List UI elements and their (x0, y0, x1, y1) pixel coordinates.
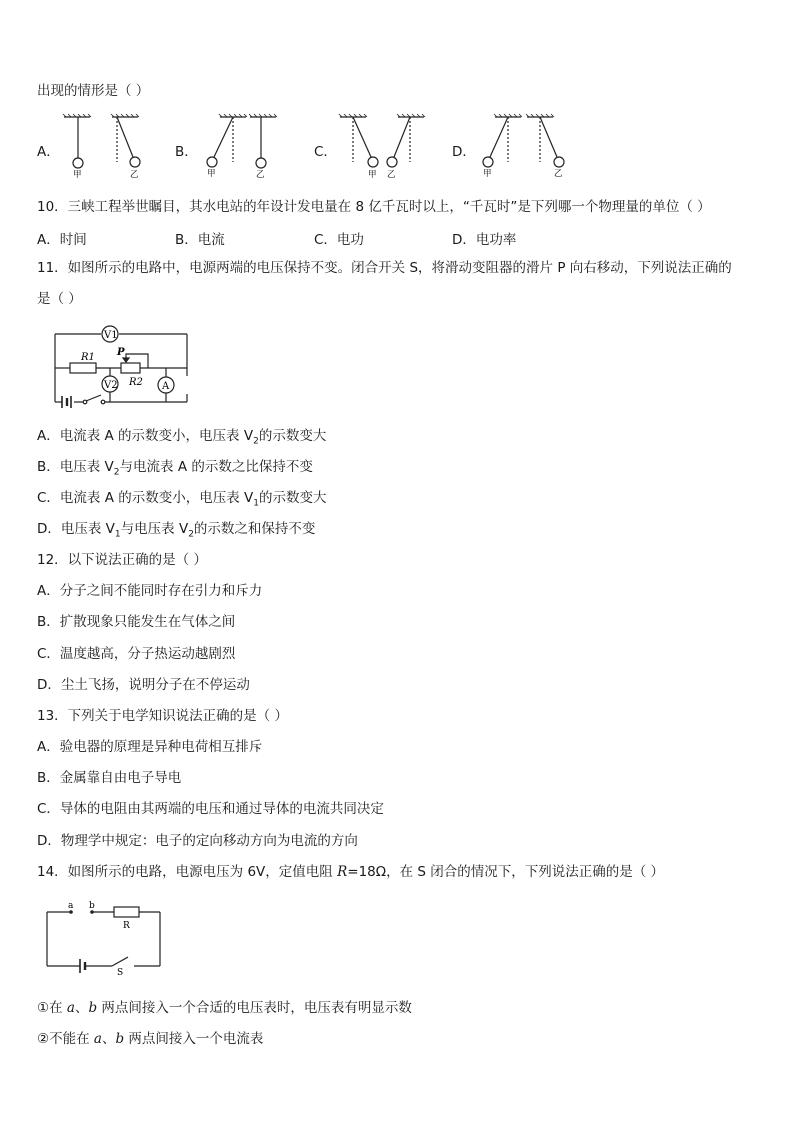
q13-option-b: B．金属靠自由电子导电 (37, 770, 182, 786)
q9-option-c-label: C． (314, 144, 337, 160)
point-a-label: a (68, 901, 74, 911)
pendulum-label-yi: 乙 (130, 170, 139, 180)
q10-option-b: B．电流 (175, 232, 225, 248)
r1-label: R1 (81, 352, 95, 363)
q10-option-a: A．时间 (37, 232, 87, 248)
q12-option-c: C．温度越高，分子热运动越剧烈 (37, 646, 236, 662)
pendulum-label-jia: 甲 (73, 170, 82, 180)
pendulum-label-yi: 乙 (554, 169, 563, 179)
q14-stem: 14．如图所示的电路，电源电压为 6V，定值电阻 R=18Ω，在 S 闭合的情况下，下列说法正确的是（ ） (37, 864, 665, 880)
q11-option-b: B．电压表 $V_2$与电流表 A 的示数之比保持不变 (37, 459, 313, 478)
q11-stem-line2: 是（ ） (37, 291, 82, 307)
q11-option-a: A．电流表 A 的示数变小，电压表 $V_2$的示数变大 (37, 428, 327, 447)
q13-option-a: A．验电器的原理是异种电荷相互排斥 (37, 739, 263, 755)
point-b-label: b (89, 901, 95, 911)
pendulum-label-jia: 甲 (368, 170, 377, 180)
q9-option-d-label: D． (452, 144, 476, 160)
q11-circuit-diagram (45, 322, 195, 414)
slider-p-label: P (117, 347, 125, 358)
q11-option-c: C．电流表 A 的示数变小，电压表 $V_1$的示数变大 (37, 490, 327, 509)
q10-option-c: C．电功 (314, 232, 364, 248)
pendulum-label-yi: 乙 (256, 170, 265, 180)
q10-options (37, 228, 637, 246)
q14-statement-2: ②不能在 a、b 两点间接入一个电流表 (37, 1031, 264, 1047)
pendulum-label-jia: 甲 (483, 169, 492, 179)
q12-option-a: A．分子之间不能同时存在引力和斥力 (37, 583, 263, 599)
r2-label: R2 (129, 377, 143, 388)
q14-statement-1: ①在 a、b 两点间接入一个合适的电压表时，电压表有明显示数 (37, 1000, 412, 1016)
q11-stem-line1: 11．如图所示的电路中，电源两端的电压保持不变。闭合开关 S，将滑动变阻器的滑片 P 向右移动，下列说法正确的 (37, 260, 732, 276)
q12-option-d: D．尘土飞扬，说明分子在不停运动 (37, 677, 250, 693)
switch-s-label: S (117, 968, 124, 978)
q9-figure-d (477, 114, 572, 184)
pendulum-label-jia: 甲 (207, 169, 216, 179)
v1-meter-label: V1 (104, 330, 118, 341)
resistor-r-label: R (123, 921, 130, 931)
q13-stem: 13．下列关于电学知识说法正确的是（ ） (37, 708, 288, 724)
ammeter-label: A (162, 381, 170, 392)
q13-option-d: D．物理学中规定：电子的定向移动方向为电流的方向 (37, 833, 358, 849)
v2-meter-label: V2 (104, 380, 118, 391)
q9-figure-a (62, 114, 157, 184)
q13-option-c: C．导体的电阻由其两端的电压和通过导体的电流共同决定 (37, 801, 384, 817)
q9-stem-tail: 出现的情形是（ ） (37, 83, 150, 99)
q9-option-b-label: B． (175, 144, 198, 160)
q12-stem: 12．以下说法正确的是（ ） (37, 552, 207, 568)
pendulum-label-yi: 乙 (387, 170, 396, 180)
q9-option-a-label: A． (37, 144, 60, 160)
q9-figure-c (338, 114, 433, 184)
q10-stem: 10．三峡工程举世瞩目，其水电站的年设计发电量在 8 亿千瓦时以上，“千瓦时”是下列哪一个物理量的单位（ ） (37, 199, 711, 215)
q14-circuit-diagram (44, 900, 169, 978)
q11-option-d: D．电压表 $V_1$与电压表 $V_2$的示数之和保持不变 (37, 521, 316, 540)
q12-option-b: B．扩散现象只能发生在气体之间 (37, 614, 236, 630)
q10-option-d: D．电功率 (452, 232, 517, 248)
q9-figure-b (200, 114, 295, 184)
